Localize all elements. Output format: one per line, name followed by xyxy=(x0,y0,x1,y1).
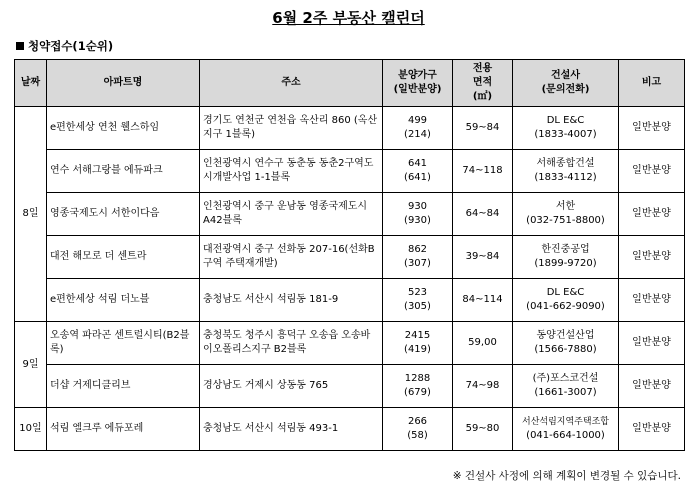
calendar-table xyxy=(14,59,685,451)
area-cell: 59,00 xyxy=(453,322,513,365)
units-cell: 499 (214) xyxy=(383,107,453,150)
area-cell: 74~118 xyxy=(453,150,513,193)
table-row xyxy=(15,193,685,236)
apartment-cell: 오송역 파라곤 센트럴시티(B2블록) xyxy=(47,322,200,365)
header-area: 전용 면적 (㎡) xyxy=(453,60,513,107)
apartment-cell: 영종국제도시 서한이다음 xyxy=(47,193,200,236)
builder-cell: 한진중공업 (1899-9720) xyxy=(513,236,619,279)
units-cell: 930 (930) xyxy=(383,193,453,236)
date-cell: 10일 xyxy=(15,408,47,451)
table-row xyxy=(15,408,685,451)
table-row xyxy=(15,365,685,408)
units-cell: 523 (305) xyxy=(383,279,453,322)
builder-cell: DL E&C (1833-4007) xyxy=(513,107,619,150)
apartment-cell: 대전 해모로 더 센트라 xyxy=(47,236,200,279)
header-note: 비고 xyxy=(619,60,685,107)
square-bullet-icon xyxy=(16,42,24,50)
note-cell: 일반분양 xyxy=(619,408,685,451)
builder-cell: 서산석림지역주택조합 (041-664-1000) xyxy=(513,408,619,451)
note-cell: 일반분양 xyxy=(619,193,685,236)
builder-cell: (주)포스코건설 (1661-3007) xyxy=(513,365,619,408)
table-row xyxy=(15,150,685,193)
date-cell: 8일 xyxy=(15,107,47,322)
page-title: 6월 2주 부동산 캘린더 xyxy=(272,9,425,27)
builder-cell: 서해종합건설 (1833-4112) xyxy=(513,150,619,193)
builder-cell: 서한 (032-751-8800) xyxy=(513,193,619,236)
footnote: ※ 건설사 사정에 의해 계획이 변경될 수 있습니다. xyxy=(452,470,681,482)
apartment-cell: 석림 엘크루 에듀포레 xyxy=(47,408,200,451)
area-cell: 59~80 xyxy=(453,408,513,451)
note-cell: 일반분양 xyxy=(619,279,685,322)
note-cell: 일반분양 xyxy=(619,236,685,279)
header-apartment: 아파트명 xyxy=(47,60,200,107)
address-cell: 충청남도 서산시 석림동 181-9 xyxy=(200,279,383,322)
section-heading: 청약접수(1순위) xyxy=(16,38,113,54)
address-cell: 경기도 연천군 연천읍 옥산리 860 (옥산지구 1블록) xyxy=(200,107,383,150)
date-cell: 9일 xyxy=(15,322,47,408)
address-cell: 충청남도 서산시 석림동 493-1 xyxy=(200,408,383,451)
address-cell: 경상남도 거제시 상동동 765 xyxy=(200,365,383,408)
area-cell: 74~98 xyxy=(453,365,513,408)
note-cell: 일반분양 xyxy=(619,365,685,408)
apartment-cell: e편한세상 연천 웰스하임 xyxy=(47,107,200,150)
units-cell: 862 (307) xyxy=(383,236,453,279)
apartment-cell: 연수 서해그랑블 에듀파크 xyxy=(47,150,200,193)
units-cell: 2415 (419) xyxy=(383,322,453,365)
note-cell: 일반분양 xyxy=(619,322,685,365)
table-row xyxy=(15,279,685,322)
area-cell: 84~114 xyxy=(453,279,513,322)
address-cell: 충청북도 청주시 흥덕구 오송읍 오송바이오폴리스지구 B2블록 xyxy=(200,322,383,365)
builder-cell: DL E&C (041-662-9090) xyxy=(513,279,619,322)
table-row xyxy=(15,236,685,279)
address-cell: 인천광역시 연수구 동춘동 동춘2구역도시개발사업 1-1블록 xyxy=(200,150,383,193)
header-units: 분양가구 (일반분양) xyxy=(383,60,453,107)
header-builder: 건설사 (문의전화) xyxy=(513,60,619,107)
area-cell: 64~84 xyxy=(453,193,513,236)
table-row xyxy=(15,322,685,365)
units-cell: 1288 (679) xyxy=(383,365,453,408)
units-cell: 266 (58) xyxy=(383,408,453,451)
builder-cell: 동양건설산업 (1566-7880) xyxy=(513,322,619,365)
units-cell: 641 (641) xyxy=(383,150,453,193)
header-row xyxy=(15,60,685,107)
area-cell: 59~84 xyxy=(453,107,513,150)
note-cell: 일반분양 xyxy=(619,150,685,193)
table-row xyxy=(15,107,685,150)
header-address: 주소 xyxy=(200,60,383,107)
apartment-cell: 더샵 거제디클리브 xyxy=(47,365,200,408)
address-cell: 인천광역시 중구 운남동 영종국제도시 A42블록 xyxy=(200,193,383,236)
note-cell: 일반분양 xyxy=(619,107,685,150)
area-cell: 39~84 xyxy=(453,236,513,279)
apartment-cell: e편한세상 석림 더노블 xyxy=(47,279,200,322)
header-date: 날짜 xyxy=(15,60,47,107)
address-cell: 대전광역시 중구 선화동 207-16(선화B구역 주택재개발) xyxy=(200,236,383,279)
